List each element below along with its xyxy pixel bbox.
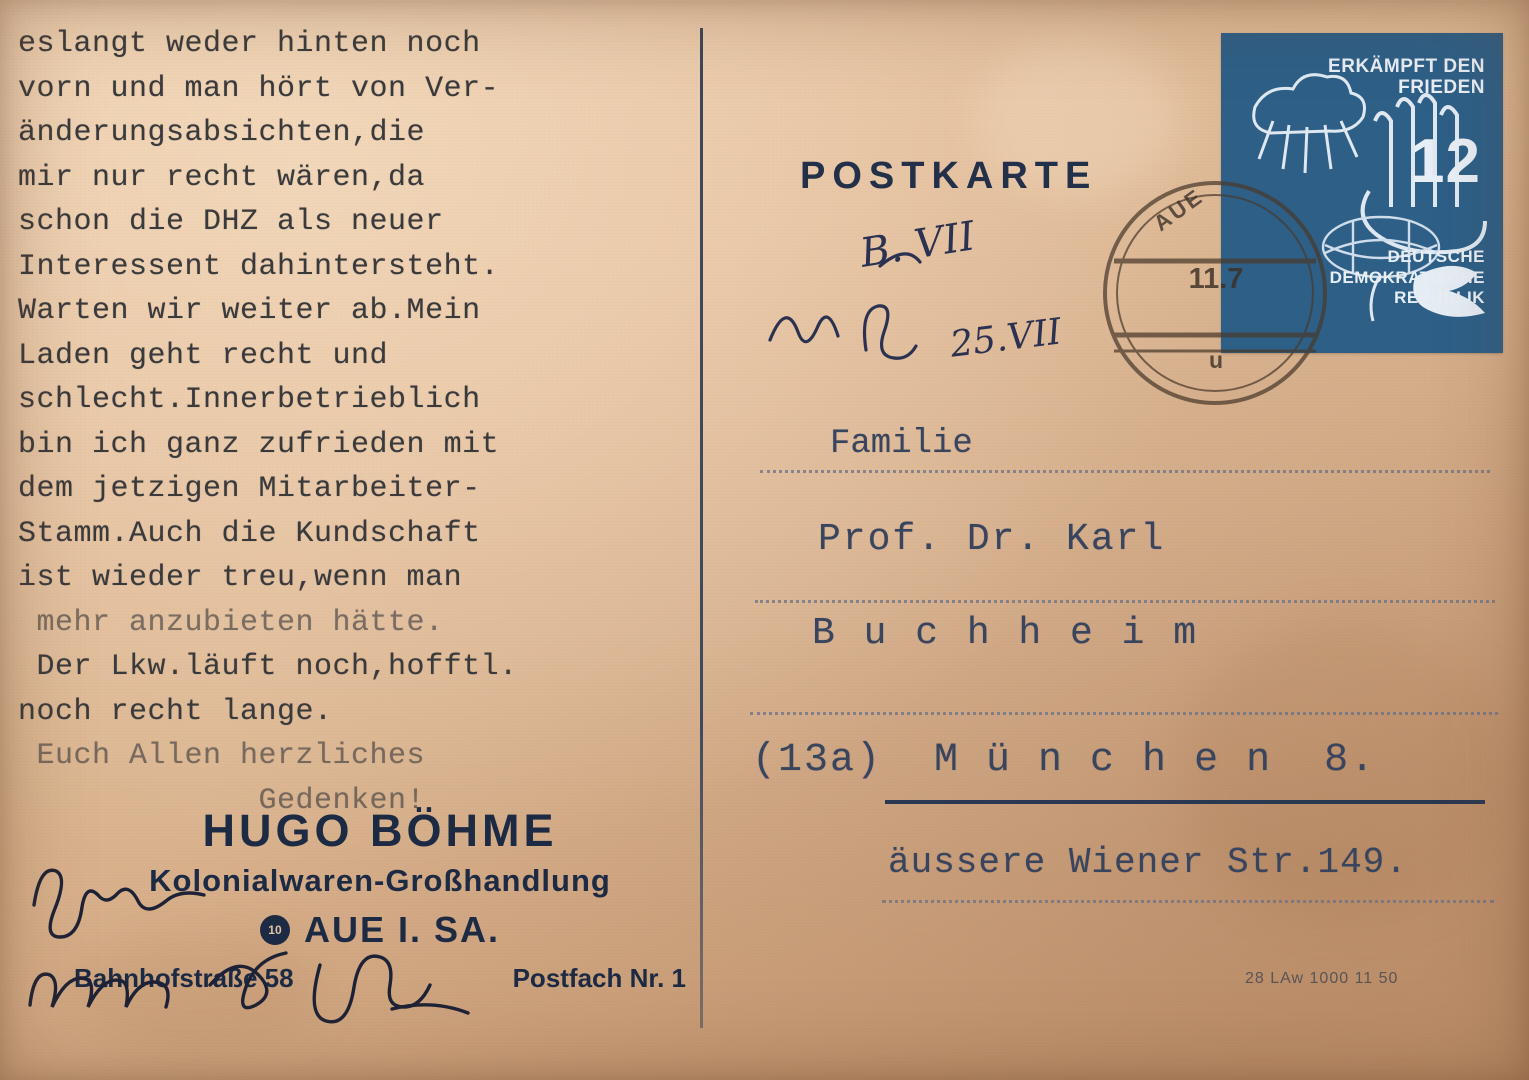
message-line: Gedenken! xyxy=(18,783,426,818)
sender-business: Kolonialwaren-Großhandlung xyxy=(149,863,611,898)
message-line: eslangt weder hinten noch xyxy=(18,27,481,61)
stamp-slogan-line1: ERKÄMPFT DEN xyxy=(1328,56,1485,77)
stamp-country-line1: DEUTSCHE xyxy=(1387,246,1485,266)
address-line-recipient-salutation: Familie xyxy=(830,425,973,463)
handwriting-scribble-icon xyxy=(762,220,1022,390)
stamp-slogan-line2: FRIEDEN xyxy=(1398,76,1485,98)
sender-imprint xyxy=(60,805,700,994)
message-line: mehr anzubieten hätte. xyxy=(18,605,444,640)
stamp-country-line2: DEMOKRATISCHE xyxy=(1329,267,1485,287)
address-line-city: (13a) M ü n c h e n 8. xyxy=(752,738,1377,783)
sender-street: Bahnhofstraße 58 xyxy=(74,963,294,993)
print-reference: 28 LAw 1000 11 50 xyxy=(1245,970,1399,987)
message-text xyxy=(18,22,718,823)
sender-city: AUE I. SA. xyxy=(303,909,501,950)
address-dotted-rule xyxy=(755,600,1495,603)
message-line: Euch Allen herzliches xyxy=(18,739,426,773)
address-line-recipient-surname: B u c h h e i m xyxy=(812,612,1200,655)
stamp-design xyxy=(1229,41,1495,345)
stamp-value: 12 xyxy=(1410,127,1481,196)
message-line: Laden geht recht und xyxy=(18,338,389,373)
message-line: Interessent dahintersteht. xyxy=(18,249,500,284)
message-line: ist wieder treu,wenn man xyxy=(18,561,463,595)
message-line: bin ich ganz zufrieden mit xyxy=(18,427,500,462)
message-line: mir nur recht wären,da xyxy=(18,160,426,195)
postmark-city: AUE xyxy=(1148,183,1209,237)
handwriting-annotation-mid xyxy=(948,311,1064,365)
postmark-bottom-mark: u xyxy=(1208,347,1224,373)
sender-city-row xyxy=(60,909,700,951)
postage-stamp xyxy=(1222,34,1502,352)
handwriting-mid-text: 25.VII xyxy=(947,311,1064,366)
postmark-date: 11.7 xyxy=(1188,263,1244,295)
message-line: änderungsabsichten,die xyxy=(18,116,426,150)
address-line-recipient-name: Prof. Dr. Karl xyxy=(818,518,1166,561)
address-line-street: äussere Wiener Str.149. xyxy=(888,842,1408,883)
handwriting-top-text: B. VII xyxy=(857,213,979,277)
message-line: schlecht.Innerbetrieblich xyxy=(18,383,481,417)
stamp-country xyxy=(1330,247,1485,309)
message-line: Der Lkw.läuft noch,hofftl. xyxy=(18,650,518,684)
address-underline-rule xyxy=(885,800,1485,804)
handwriting-annotation-top xyxy=(857,213,978,276)
postal-zone-circle-icon: 10 xyxy=(260,915,290,945)
message-line: schon die DHZ als neuer xyxy=(18,205,444,239)
postkarte-heading: POSTKARTE xyxy=(800,155,1098,197)
sender-postbox: Postfach Nr. 1 xyxy=(512,963,686,993)
message-line: vorn und man hört von Ver- xyxy=(18,71,500,106)
sender-footer xyxy=(60,963,700,994)
message-line: dem jetzigen Mitarbeiter- xyxy=(18,472,481,506)
message-line: Warten wir weiter ab.Mein xyxy=(18,294,481,328)
vertical-divider-rule xyxy=(700,28,703,1028)
address-dotted-rule xyxy=(760,470,1490,473)
message-line: Stamm.Auch die Kundschaft xyxy=(18,516,481,551)
stamp-country-line3: REPUBLIK xyxy=(1394,288,1485,308)
address-dotted-rule xyxy=(882,900,1494,903)
message-line: noch recht lange. xyxy=(18,694,333,729)
sender-name: HUGO BÖHME xyxy=(202,805,558,856)
stamp-slogan xyxy=(1328,57,1485,98)
address-dotted-rule xyxy=(750,712,1498,715)
